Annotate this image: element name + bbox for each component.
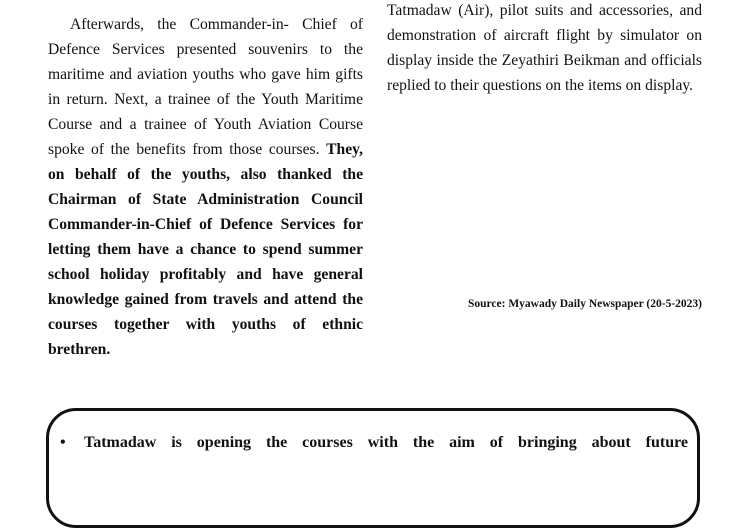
highlight-box-item [60, 432, 688, 454]
bullet-icon: • [60, 434, 66, 451]
left-column-paragraph [48, 12, 363, 362]
source-citation: Source: Myawady Daily Newspaper (20-5-2023) [467, 298, 702, 310]
paragraph-intro-text: Afterwards, the Commander-in- Chief of Defence Services presented souvenirs to the maritime and aviation youths who gave him gifts in return. Next, a trainee of the Youth Maritime Course and a trainee of Youth Aviation Course spoke of the benefits from those courses. [48, 16, 363, 158]
highlight-box-text: Tatmadaw is opening the courses with the aim of bringing about future [84, 434, 688, 451]
right-column-paragraph: Tatmadaw (Air), pilot suits and accessories, and demonstration of aircraft flight by simulator on display inside the Zeyathiri Beikman and officials replied to their questions on the items on display. [387, 2, 702, 94]
highlight-box [46, 408, 700, 528]
paragraph-bold-text: They, on behalf of the youths, also thanked the Chairman of State Administration Council Commander-in-Chief of Defence Services for letting them have a chance to spend summer school holiday profitably and have general knowledge gained from travels and attend the courses together with youths of ethnic brethren. [48, 141, 363, 358]
